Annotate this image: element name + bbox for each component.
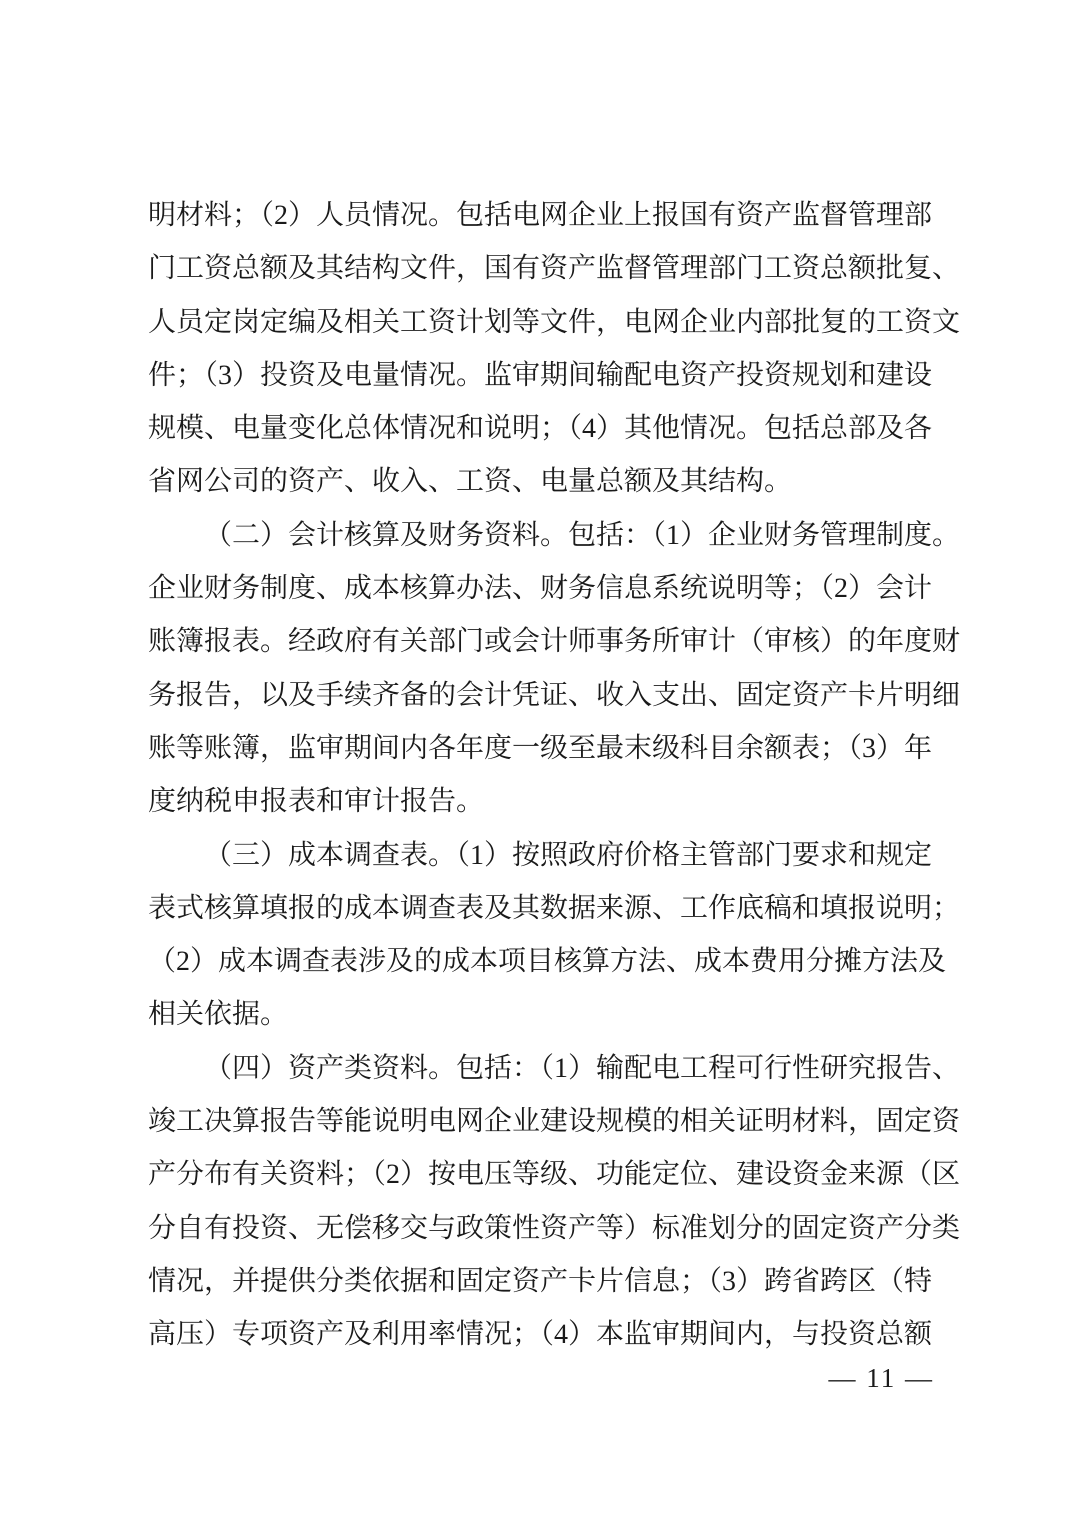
paragraph-1	[148, 189, 961, 509]
paragraph-2	[148, 509, 961, 829]
text-line: 省网公司的资产、收入、工资、电量总额及其结构。	[148, 466, 793, 498]
text-line: （二）会计核算及财务资料。包括：（1）企业财务管理制度。	[204, 519, 961, 551]
text-line: 竣工决算报告等能说明电网企业建设规模的相关证明材料，固定资	[148, 1106, 961, 1138]
text-line: 表式核算填报的成本调查表及其数据来源、工作底稿和填报说明；	[148, 892, 961, 924]
text-line: 企业财务制度、成本核算办法、财务信息系统说明等；（2）会计	[148, 573, 933, 605]
paragraph-4	[148, 1042, 961, 1362]
text-line: 相关依据。	[148, 999, 289, 1031]
text-line: 分自有投资、无偿移交与政策性资产等）标准划分的固定资产分类	[148, 1212, 961, 1244]
text-line: 高压）专项资产及利用率情况；（4）本监审期间内，与投资总额	[148, 1319, 933, 1351]
text-line: 人员定岗定编及相关工资计划等文件，电网企业内部批复的工资文	[148, 306, 961, 338]
text-line: 明材料；（2）人员情况。包括电网企业上报国有资产监督管理部	[148, 200, 933, 231]
text-line: 规模、电量变化总体情况和说明；（4）其他情况。包括总部及各	[148, 413, 933, 445]
text-line: 情况，并提供分类依据和固定资产卡片信息；（3）跨省跨区（特	[148, 1265, 933, 1297]
text-line: 务报告，以及手续齐备的会计凭证、收入支出、固定资产卡片明细	[148, 679, 961, 711]
text-line: 账等账簿，监审期间内各年度一级至最末级科目余额表；（3）年	[148, 732, 933, 764]
text-line: （三）成本调查表。（1）按照政府价格主管部门要求和规定	[204, 839, 933, 871]
text-line: 度纳税申报表和审计报告。	[148, 786, 485, 818]
text-line: 产分布有关资料；（2）按电压等级、功能定位、建设资金来源（区	[148, 1159, 961, 1191]
text-line: 件；（3）投资及电量情况。监审期间输配电资产投资规划和建设	[148, 359, 933, 391]
text-line: （四）资产类资料。包括：（1）输配电工程可行性研究报告、	[204, 1052, 961, 1084]
paragraph-3	[148, 829, 961, 1042]
text-line: 门工资总额及其结构文件，国有资产监督管理部门工资总额批复、	[148, 253, 961, 285]
text-line: （2）成本调查表涉及的成本项目核算方法、成本费用分摊方法及	[148, 946, 947, 978]
document-body	[148, 189, 961, 1362]
text-line: 账簿报表。经政府有关部门或会计师事务所审计（审核）的年度财	[148, 626, 961, 658]
page-number: — 11 —	[828, 1363, 934, 1393]
